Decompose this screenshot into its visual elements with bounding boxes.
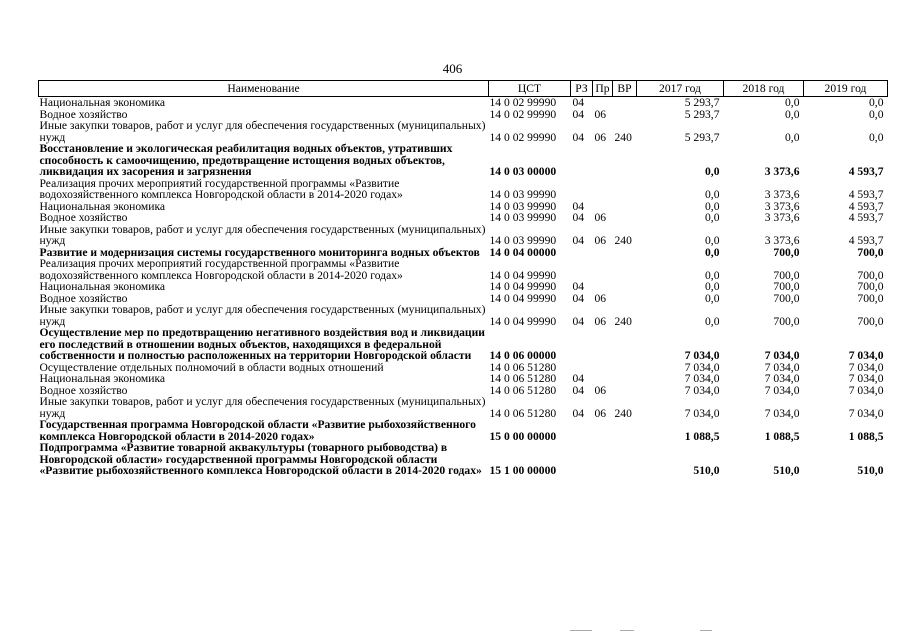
cell-2017: 0,0	[705, 211, 720, 224]
cell-2019: 7 034,0	[848, 406, 884, 420]
cell-pr: 06	[594, 234, 607, 247]
cell-cst: 14 0 06 51280	[489, 372, 557, 385]
cell-vr	[613, 327, 637, 362]
header-cst: ЦСТ	[489, 81, 571, 97]
cell-vr: 240	[614, 406, 632, 420]
cell-rz: 04	[572, 130, 585, 144]
cell-pr: 06	[594, 383, 607, 397]
cell-2018: 3 373,6	[764, 234, 800, 247]
cell-rz: 04	[572, 383, 585, 397]
cell-cst: 14 0 06 51280	[489, 383, 557, 397]
cell-2017: 0,0	[705, 268, 720, 282]
cell-2019: 0,0	[869, 96, 884, 109]
cell-pr	[593, 258, 613, 281]
cell-2017: 5 293,7	[684, 107, 720, 121]
cell-2018: 7 034,0	[764, 406, 800, 420]
cell-rz: 04	[572, 406, 585, 420]
cell-2017: 5 293,7	[684, 96, 720, 109]
budget-table	[38, 80, 888, 477]
cell-rz: 04	[572, 107, 585, 121]
cell-pr: 06	[594, 314, 607, 328]
cell-name: Иные закупки товаров, работ и услуг для обеспечения государственных (муниципальных) нужд	[39, 222, 486, 247]
header-2019: 2019 год	[804, 81, 888, 97]
cell-2017: 7 034,0	[684, 406, 720, 420]
cell-cst: 15 0 00 00000	[489, 429, 557, 443]
cell-name: Осуществление мер по предотвращению негативного воздействия вод и ликвидации его последствий в отношении водных объектов, находящихся в федеральной собственности и полностью расположенных на территории Новгородской области	[39, 326, 485, 362]
cell-rz	[571, 442, 593, 477]
cell-name: Иные закупки товаров, работ и услуг для обеспечения государственных (муниципальных) нужд	[39, 395, 486, 420]
table-row	[39, 120, 888, 143]
cell-2019: 7 034,0	[848, 349, 884, 362]
cell-2017: 0,0	[705, 188, 720, 201]
cell-rz	[571, 327, 593, 362]
cell-vr	[613, 442, 637, 477]
header-vr: ВР	[613, 81, 637, 97]
cell-2017: 7 034,0	[684, 360, 720, 374]
cell-cst: 14 0 04 00000	[489, 245, 557, 259]
cell-2019: 0,0	[869, 130, 884, 144]
cell-cst: 14 0 03 99990	[489, 234, 557, 247]
cell-pr: 06	[594, 291, 607, 305]
cell-name: Национальная экономика	[39, 372, 166, 385]
cell-2018: 0,0	[785, 96, 800, 109]
cell-cst: 14 0 04 99990	[489, 291, 557, 305]
table-row	[39, 442, 888, 477]
cell-pr	[593, 362, 613, 374]
cell-rz: 04	[572, 372, 585, 385]
header-2018: 2018 год	[724, 81, 804, 97]
cell-2017: 0,0	[705, 165, 720, 178]
cell-name: Государственная программа Новгородской области «Развитие рыбохозяйственного комплекса Новгородской области в 2014-2020 годах»	[39, 418, 476, 443]
cell-pr	[593, 373, 613, 385]
cell-2018: 0,0	[785, 130, 800, 144]
cell-2019: 1 088,5	[848, 429, 884, 443]
cell-name: Иные закупки товаров, работ и услуг для обеспечения государственных (муниципальных) нужд	[39, 303, 486, 328]
cell-2017: 7 034,0	[684, 349, 720, 362]
cell-2019: 700,0	[857, 280, 884, 293]
cell-2017: 0,0	[705, 199, 720, 213]
cell-name: Реализация прочих мероприятий государственной программы «Развитие водохозяйственного комплекса Новгородской области в 2014-2020 годах»	[39, 176, 403, 201]
header-pr: Пр	[593, 81, 613, 97]
cell-vr	[613, 362, 637, 374]
cell-2018: 3 373,6	[764, 165, 800, 178]
cell-rz: 04	[572, 314, 585, 328]
cell-vr	[613, 212, 637, 224]
cell-rz: 04	[572, 96, 585, 109]
cell-vr	[613, 419, 637, 442]
cell-name: Национальная экономика	[39, 280, 166, 293]
cell-vr	[613, 201, 637, 213]
cell-2019: 7 034,0	[848, 360, 884, 374]
cell-cst: 14 0 03 00000	[489, 165, 557, 178]
page-number: 406	[442, 61, 463, 76]
cell-2019: 700,0	[857, 291, 884, 305]
cell-vr	[613, 281, 637, 293]
cell-pr	[593, 97, 613, 109]
cell-2017: 0,0	[705, 314, 720, 328]
header-rz: РЗ	[571, 81, 593, 97]
cell-2018: 3 373,6	[764, 211, 800, 224]
cell-rz	[571, 419, 593, 442]
cell-vr: 240	[614, 130, 632, 144]
cell-2018: 700,0	[773, 245, 800, 259]
cell-cst: 14 0 06 51280	[489, 360, 557, 374]
cell-name: Национальная экономика	[39, 96, 166, 109]
cell-vr	[613, 109, 637, 121]
cell-vr	[613, 143, 637, 178]
cell-pr: 06	[594, 211, 607, 224]
cell-pr	[593, 178, 613, 201]
cell-2017: 0,0	[705, 291, 720, 305]
table-header	[39, 81, 888, 97]
cell-2019: 0,0	[869, 107, 884, 121]
cell-2019: 700,0	[857, 314, 884, 328]
cell-name: Иные закупки товаров, работ и услуг для обеспечения государственных (муниципальных) нужд	[39, 119, 486, 144]
cell-vr	[613, 293, 637, 305]
cell-name: Осуществление отдельных полномочий в области водных отношений	[39, 360, 384, 374]
cell-vr: 240	[614, 234, 632, 247]
cell-cst: 14 0 04 99990	[489, 280, 557, 293]
table-row	[39, 373, 888, 385]
cell-2018: 700,0	[773, 291, 800, 305]
cell-vr: 240	[614, 314, 632, 328]
header-2017: 2017 год	[637, 81, 724, 97]
cell-name: Водное хозяйство	[39, 211, 128, 224]
cell-2017: 5 293,7	[684, 130, 720, 144]
cell-rz	[571, 258, 593, 281]
cell-rz: 04	[572, 199, 585, 213]
cell-2017: 0,0	[705, 234, 720, 247]
cell-name: Восстановление и экологическая реабилитация водных объектов, утративших способность к самоочищению, предотвращение истощения водных объектов, ликвидация их засорения и загрязнения	[39, 142, 453, 178]
cell-2018: 700,0	[773, 268, 800, 282]
cell-2018: 510,0	[773, 464, 800, 477]
cell-2019: 700,0	[857, 245, 884, 259]
cell-rz	[571, 247, 593, 259]
cell-2019: 4 593,7	[848, 188, 884, 201]
table-row	[39, 201, 888, 213]
cut-off-text-remnant	[560, 628, 760, 634]
table-row	[39, 327, 888, 362]
cell-rz: 04	[572, 280, 585, 293]
cell-name: Водное хозяйство	[39, 383, 128, 397]
cell-2017: 0,0	[705, 245, 720, 259]
table-row	[39, 97, 888, 109]
cell-2018: 7 034,0	[764, 383, 800, 397]
cell-2019: 7 034,0	[848, 372, 884, 385]
cell-pr	[593, 419, 613, 442]
cell-cst: 14 0 02 99990	[489, 96, 557, 109]
table-row	[39, 396, 888, 419]
cell-pr	[593, 442, 613, 477]
cell-name: Водное хозяйство	[39, 291, 128, 305]
cell-name: Развитие и модернизация системы государственного мониторинга водных объектов	[39, 245, 480, 259]
cell-2017: 510,0	[693, 464, 720, 477]
cell-2017: 0,0	[705, 280, 720, 293]
cell-cst: 14 0 03 99990	[489, 199, 557, 213]
cell-vr	[613, 373, 637, 385]
cell-pr	[593, 281, 613, 293]
cell-2019: 700,0	[857, 268, 884, 282]
cell-cst: 14 0 06 00000	[489, 349, 557, 362]
cell-2018: 700,0	[773, 314, 800, 328]
cell-rz	[571, 143, 593, 178]
table-body	[39, 97, 888, 477]
cell-pr: 06	[594, 130, 607, 144]
cell-cst: 14 0 03 99990	[489, 211, 557, 224]
cell-2019: 4 593,7	[848, 199, 884, 213]
cell-cst: 14 0 02 99990	[489, 107, 557, 121]
cell-vr	[613, 385, 637, 397]
cell-rz: 04	[572, 291, 585, 305]
cell-cst: 14 0 03 99990	[489, 188, 557, 201]
table-row	[39, 212, 888, 224]
table-row	[39, 419, 888, 442]
cell-pr	[593, 143, 613, 178]
cell-2018: 3 373,6	[764, 199, 800, 213]
cell-rz: 04	[572, 211, 585, 224]
cell-vr	[613, 97, 637, 109]
cell-2019: 4 593,7	[848, 211, 884, 224]
cell-2017: 7 034,0	[684, 372, 720, 385]
table-row	[39, 281, 888, 293]
cell-2017: 1 088,5	[684, 429, 720, 443]
cell-vr	[613, 258, 637, 281]
cell-cst: 14 0 04 99990	[489, 268, 557, 282]
cell-2018: 0,0	[785, 107, 800, 121]
table-row	[39, 258, 888, 281]
cell-cst: 14 0 02 99990	[489, 130, 557, 144]
cell-2018: 7 034,0	[764, 349, 800, 362]
cell-name: Водное хозяйство	[39, 107, 128, 121]
cell-name: Подпрограмма «Развитие товарной аквакультуры (товарного рыбоводства) в Новгородской области» государственной программы Новгородской области «Развитие рыбохозяйственного комплекса Новгородской области в 2014-2020 годах»	[39, 441, 482, 477]
table-row	[39, 304, 888, 327]
header-name: Наименование	[39, 81, 489, 97]
table-row	[39, 224, 888, 247]
table-row	[39, 362, 888, 374]
cell-pr: 06	[594, 406, 607, 420]
table-row	[39, 143, 888, 178]
cell-2019: 4 593,7	[848, 165, 884, 178]
cell-2018: 700,0	[773, 280, 800, 293]
cell-cst: 14 0 04 99990	[489, 314, 557, 328]
cell-2019: 4 593,7	[848, 234, 884, 247]
cell-2017: 7 034,0	[684, 383, 720, 397]
cell-2018: 7 034,0	[764, 372, 800, 385]
cell-vr	[613, 247, 637, 259]
cell-2018: 7 034,0	[764, 360, 800, 374]
cell-pr	[593, 327, 613, 362]
cell-name: Реализация прочих мероприятий государственной программы «Развитие водохозяйственного комплекса Новгородской области в 2014-2020 годах»	[39, 257, 403, 282]
cell-rz	[571, 178, 593, 201]
table-row	[39, 178, 888, 201]
cell-rz: 04	[572, 234, 585, 247]
cell-cst: 15 1 00 00000	[489, 464, 557, 477]
cell-pr	[593, 247, 613, 259]
cell-2018: 3 373,6	[764, 188, 800, 201]
cell-pr: 06	[594, 107, 607, 121]
cell-2018: 1 088,5	[764, 429, 800, 443]
cell-cst: 14 0 06 51280	[489, 406, 557, 420]
cell-vr	[613, 178, 637, 201]
cell-2019: 510,0	[857, 464, 884, 477]
cell-name: Национальная экономика	[39, 199, 166, 213]
cell-2019: 7 034,0	[848, 383, 884, 397]
